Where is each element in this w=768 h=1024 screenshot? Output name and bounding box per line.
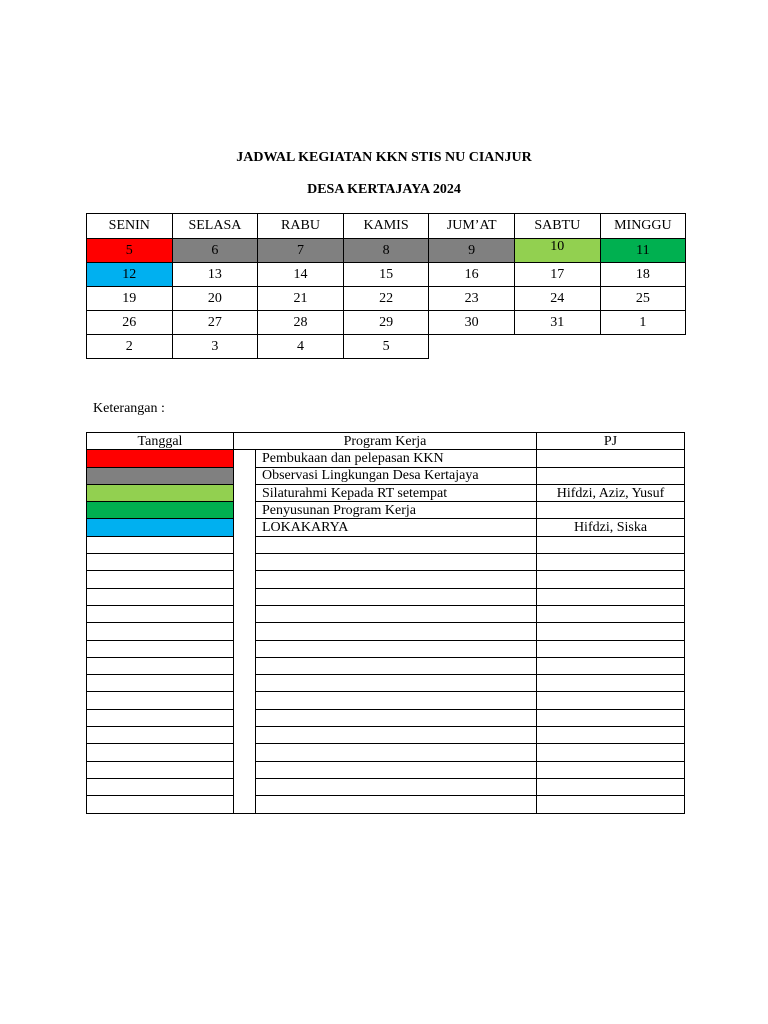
empty-cell	[537, 657, 685, 674]
empty-cell	[256, 778, 537, 795]
empty-cell	[600, 335, 686, 359]
legend-row	[87, 502, 685, 519]
document-title: JADWAL KEGIATAN KKN STIS NU CIANJUR	[236, 150, 532, 165]
legend-empty-row	[87, 640, 685, 657]
legend-row	[87, 484, 685, 501]
day-header: RABU	[258, 214, 344, 239]
calendar-header-row	[87, 214, 686, 239]
empty-cell	[256, 623, 537, 640]
date-cell: 22	[343, 287, 429, 311]
empty-cell	[537, 571, 685, 588]
color-swatch-grey	[87, 467, 234, 484]
program-cell: Observasi Lingkungan Desa Kertajaya	[256, 467, 537, 484]
calendar-week-row	[87, 311, 686, 335]
empty-cell	[87, 692, 234, 709]
empty-cell	[87, 657, 234, 674]
pj-cell	[537, 450, 685, 467]
empty-cell	[256, 657, 537, 674]
program-cell: LOKAKARYA	[256, 519, 537, 536]
empty-cell	[429, 335, 515, 359]
legend-empty-row	[87, 588, 685, 605]
date-cell: 12	[87, 263, 173, 287]
empty-cell	[537, 605, 685, 622]
legend-empty-row	[87, 536, 685, 553]
pj-cell	[537, 467, 685, 484]
empty-cell	[87, 623, 234, 640]
date-cell: 6	[172, 239, 258, 263]
date-cell: 18	[600, 263, 686, 287]
empty-cell	[537, 536, 685, 553]
legend-empty-row	[87, 727, 685, 744]
empty-cell	[537, 623, 685, 640]
empty-cell	[87, 796, 234, 813]
color-swatch-red	[87, 450, 234, 467]
date-cell: 28	[258, 311, 344, 335]
legend-row	[87, 467, 685, 484]
empty-cell	[87, 588, 234, 605]
legend-empty-row	[87, 571, 685, 588]
date-cell: 26	[87, 311, 173, 335]
date-cell: 8	[343, 239, 429, 263]
day-header: KAMIS	[343, 214, 429, 239]
empty-cell	[537, 709, 685, 726]
empty-cell	[256, 640, 537, 657]
date-cell: 29	[343, 311, 429, 335]
empty-cell	[256, 761, 537, 778]
legend-empty-row	[87, 657, 685, 674]
legend-empty-row	[87, 692, 685, 709]
date-cell: 19	[87, 287, 173, 311]
empty-cell	[537, 796, 685, 813]
program-cell: Silaturahmi Kepada RT setempat	[256, 484, 537, 501]
empty-cell	[537, 727, 685, 744]
day-header: MINGGU	[600, 214, 686, 239]
pj-cell: Hifdzi, Siska	[537, 519, 685, 536]
empty-cell	[87, 744, 234, 761]
spacer-column	[234, 450, 256, 813]
legend-empty-row	[87, 675, 685, 692]
legend-header-row	[87, 433, 685, 450]
empty-cell	[256, 675, 537, 692]
date-cell: 21	[258, 287, 344, 311]
empty-cell	[87, 536, 234, 553]
empty-cell	[537, 554, 685, 571]
empty-cell	[537, 778, 685, 795]
legend-table	[86, 432, 685, 814]
empty-cell	[256, 727, 537, 744]
empty-cell	[537, 761, 685, 778]
empty-cell	[87, 778, 234, 795]
empty-cell	[256, 536, 537, 553]
empty-cell	[87, 605, 234, 622]
calendar-week-row	[87, 263, 686, 287]
empty-cell	[256, 588, 537, 605]
date-cell: 25	[600, 287, 686, 311]
legend-empty-row	[87, 744, 685, 761]
date-cell: 1	[600, 311, 686, 335]
calendar-table	[86, 213, 686, 359]
empty-cell	[256, 744, 537, 761]
empty-cell	[537, 640, 685, 657]
legend-row	[87, 450, 685, 467]
legend-empty-row	[87, 709, 685, 726]
empty-cell	[87, 554, 234, 571]
empty-cell	[87, 727, 234, 744]
date-cell: 2	[87, 335, 173, 359]
empty-cell	[87, 571, 234, 588]
day-header: SABTU	[514, 214, 600, 239]
date-cell: 10	[514, 239, 600, 263]
header-pj: PJ	[537, 433, 685, 450]
empty-cell	[87, 761, 234, 778]
day-header: SENIN	[87, 214, 173, 239]
calendar-week-row	[87, 239, 686, 263]
empty-cell	[537, 675, 685, 692]
empty-cell	[87, 640, 234, 657]
legend-empty-row	[87, 605, 685, 622]
empty-cell	[256, 605, 537, 622]
date-cell: 9	[429, 239, 515, 263]
empty-cell	[256, 709, 537, 726]
legend-empty-row	[87, 761, 685, 778]
empty-cell	[256, 554, 537, 571]
calendar-week-row	[87, 287, 686, 311]
empty-cell	[537, 744, 685, 761]
program-cell: Pembukaan dan pelepasan KKN	[256, 450, 537, 467]
date-cell: 20	[172, 287, 258, 311]
header-tanggal: Tanggal	[87, 433, 234, 450]
document-subtitle: DESA KERTAJAYA 2024	[307, 182, 461, 197]
empty-cell	[537, 692, 685, 709]
empty-cell	[537, 588, 685, 605]
color-swatch-blue	[87, 519, 234, 536]
date-cell: 17	[514, 263, 600, 287]
program-cell: Penyusunan Program Kerja	[256, 502, 537, 519]
date-cell: 13	[172, 263, 258, 287]
date-cell: 30	[429, 311, 515, 335]
color-swatch-light-green	[87, 484, 234, 501]
color-swatch-green	[87, 502, 234, 519]
date-cell: 16	[429, 263, 515, 287]
date-cell: 31	[514, 311, 600, 335]
date-cell: 11	[600, 239, 686, 263]
day-header: JUM’AT	[429, 214, 515, 239]
legend-empty-row	[87, 778, 685, 795]
empty-cell	[87, 709, 234, 726]
legend-row	[87, 519, 685, 536]
date-cell: 24	[514, 287, 600, 311]
empty-cell	[256, 796, 537, 813]
date-cell: 4	[258, 335, 344, 359]
empty-cell	[87, 675, 234, 692]
date-cell: 3	[172, 335, 258, 359]
calendar-week-row	[87, 335, 686, 359]
empty-cell	[256, 692, 537, 709]
date-cell: 7	[258, 239, 344, 263]
date-cell: 23	[429, 287, 515, 311]
legend-empty-row	[87, 796, 685, 813]
date-cell: 5	[343, 335, 429, 359]
pj-cell: Hifdzi, Aziz, Yusuf	[537, 484, 685, 501]
pj-cell	[537, 502, 685, 519]
date-cell: 14	[258, 263, 344, 287]
header-program-kerja: Program Kerja	[234, 433, 537, 450]
legend-empty-row	[87, 554, 685, 571]
date-cell: 27	[172, 311, 258, 335]
legend-empty-row	[87, 623, 685, 640]
keterangan-label: Keterangan :	[93, 401, 165, 416]
date-cell: 5	[87, 239, 173, 263]
empty-cell	[256, 571, 537, 588]
date-cell: 15	[343, 263, 429, 287]
empty-cell	[514, 335, 600, 359]
day-header: SELASA	[172, 214, 258, 239]
